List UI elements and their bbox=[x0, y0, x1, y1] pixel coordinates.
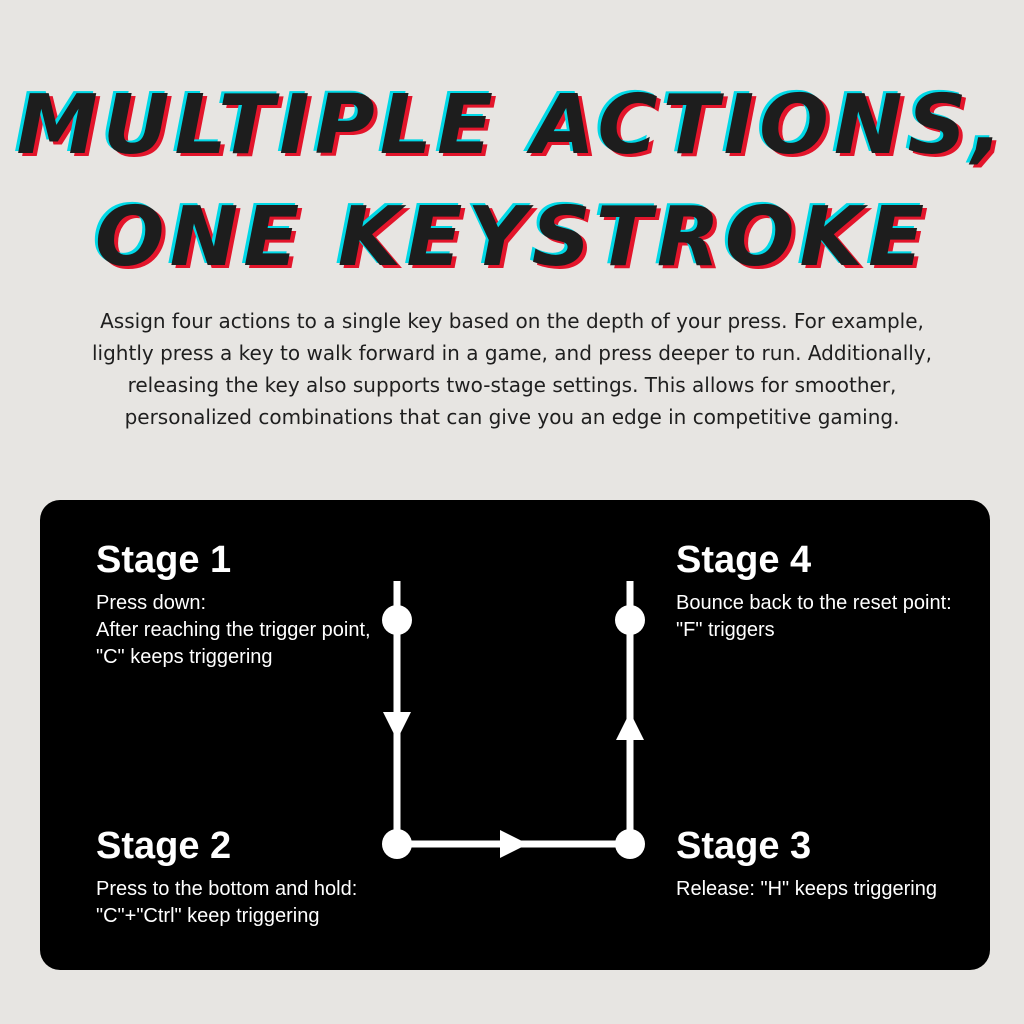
stage-1-title: Stage 1 bbox=[96, 539, 232, 581]
stage-2-title: Stage 2 bbox=[96, 825, 232, 867]
stage-4-description: Bounce back to the reset point: "F" triggers bbox=[676, 592, 952, 641]
stage-3-title: Stage 3 bbox=[676, 825, 812, 867]
intro-text: Assign four actions to a single key based on the depth of your press. For example, lightly press a key to walk forward in a game, and press deeper to run. Additionally, releasing the key also supports two-stage settings. This allows for smoother, personalized combinations that can give you an edge in competitive gaming. bbox=[92, 309, 932, 429]
stage-4-title: Stage 4 bbox=[676, 539, 812, 581]
stage-1 bbox=[96, 538, 396, 671]
stage-3 bbox=[676, 824, 986, 903]
stage-3-node bbox=[615, 829, 645, 859]
stage-4 bbox=[676, 538, 966, 644]
stage-3-description: Release: "H" keeps triggering bbox=[676, 878, 937, 900]
title-line-2: ONE KEYSTROKE bbox=[94, 190, 930, 285]
title-line-1: MULTIPLE ACTIONS, bbox=[16, 78, 1008, 173]
right-arrow-icon bbox=[500, 830, 528, 858]
stage-4-node bbox=[615, 605, 645, 635]
stages-panel bbox=[40, 500, 990, 970]
down-arrow-icon bbox=[383, 712, 411, 740]
page-title bbox=[0, 70, 1024, 294]
stage-2-description: Press to the bottom and hold: "C"+"Ctrl" keep triggering bbox=[96, 878, 358, 927]
stage-1-description: Press down: After reaching the trigger point, "C" keeps triggering bbox=[96, 592, 371, 668]
stage-2 bbox=[96, 824, 416, 930]
up-arrow-icon bbox=[616, 712, 644, 740]
